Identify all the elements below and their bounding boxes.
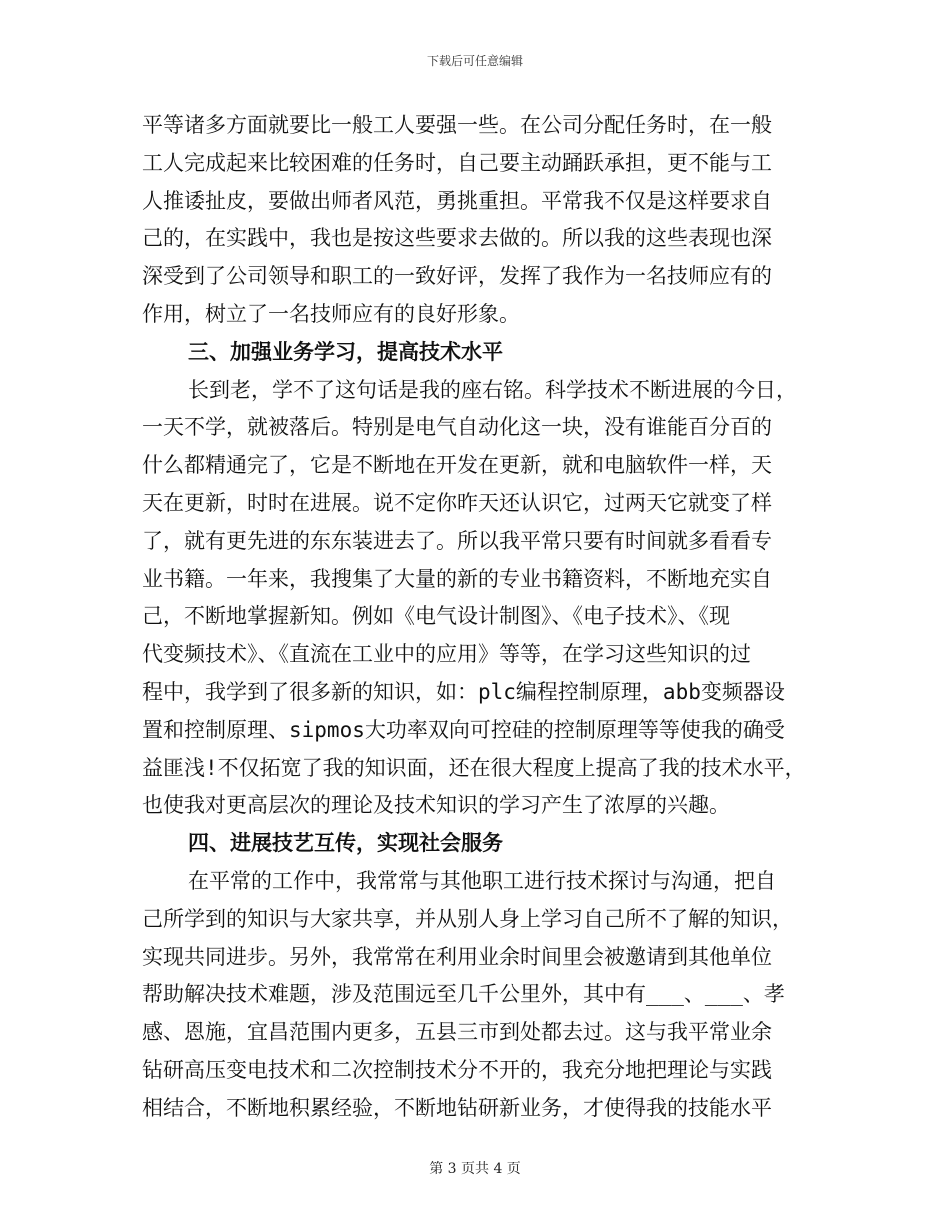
- text-line: 人推诿扯皮，要做出师者风范，勇挑重担。平常我不仅是这样要求自: [142, 188, 772, 213]
- paragraph-continuation: [142, 107, 812, 334]
- text-line: 益匪浅!不仅拓宽了我的知识面，还在很大程度上提高了我的技术水平，: [142, 755, 806, 780]
- section-heading-3: 三、加强业务学习，提高技术水平: [188, 339, 503, 364]
- text-line: 钻研高压变电技术和二次控制技术分不开的，我充分地把理论与实践: [142, 1057, 772, 1082]
- text-line: 业书籍。一年来，我搜集了大量的新的专业书籍资料，不断地充实自: [142, 566, 772, 591]
- text-line: 作用，树立了一名技师应有的良好形象。: [142, 301, 520, 326]
- text-line: 代变频技术》、《直流在工业中的应用》等等，在学习这些知识的过: [142, 642, 751, 667]
- section-heading-4: 四、进展技艺互传，实现社会服务: [188, 831, 503, 856]
- text-line: 己所学到的知识与大家共享，并从别人身上学习自己所不了解的知识，: [142, 906, 793, 931]
- text-line: 己，不断地掌握新知。例如《电气设计制图》、《电子技术》、《现: [142, 604, 730, 629]
- text-line: 一天不学，就被落后。特别是电气自动化这一块，没有谁能百分百的: [142, 415, 772, 440]
- page-header: 下载后可任意编辑: [426, 54, 523, 68]
- text-line: 了，就有更先进的东东装进去了。所以我平常只要有时间就多看看专: [142, 528, 772, 553]
- section-4-paragraph: [142, 863, 812, 1128]
- section-3-paragraph: [142, 372, 812, 826]
- text-line: 天在更新，时时在进展。说不定你昨天还认识它，过两天它就变了样: [142, 490, 772, 515]
- text-line: 己的，在实践中，我也是按这些要求去做的。所以我的这些表现也深: [142, 226, 772, 251]
- text-line: 平等诸多方面就要比一般工人要强一些。在公司分配任务时，在一般: [142, 113, 772, 137]
- text-line: 感、恩施，宜昌范围内更多，五县三市到处都去过。这与我平常业余: [142, 1020, 772, 1045]
- text-line: 相结合，不断地积累经验，不断地钻研新业务，才使得我的技能水平: [142, 1095, 772, 1120]
- document-body: [142, 107, 812, 1128]
- text-line: 工人完成起来比较困难的任务时，自己要主动踊跃承担，更不能与工: [142, 150, 772, 175]
- text-line: 长到老，学不了这句话是我的座右铭。科学技术不断进展的今日，: [188, 377, 797, 402]
- text-line: 帮助解决技术难题，涉及范围远至几千公里外，其中有___、___、孝: [142, 982, 785, 1007]
- text-line: 在平常的工作中，我常常与其他职工进行技术探讨与沟通，把自: [188, 868, 776, 893]
- text-line: 深受到了公司领导和职工的一致好评，发挥了我作为一名技师应有的: [142, 264, 772, 289]
- text-line: 什么都精通完了，它是不断地在开发在更新，就和电脑软件一样，天: [142, 453, 772, 478]
- text-line: 实现共同进步。另外，我常常在利用业余时间里会被邀请到其他单位: [142, 944, 772, 969]
- text-line: 也使我对更高层次的理论及技术知识的学习产生了浓厚的兴趣。: [142, 793, 730, 818]
- text-line: 置和控制原理、sipmos大功率双向可控硅的控制原理等等使我的确受: [142, 717, 785, 742]
- text-line: 程中，我学到了很多新的知识，如：plc编程控制原理，abb变频器设: [142, 679, 785, 704]
- page-footer: 第 3 页共 4 页: [429, 1161, 521, 1177]
